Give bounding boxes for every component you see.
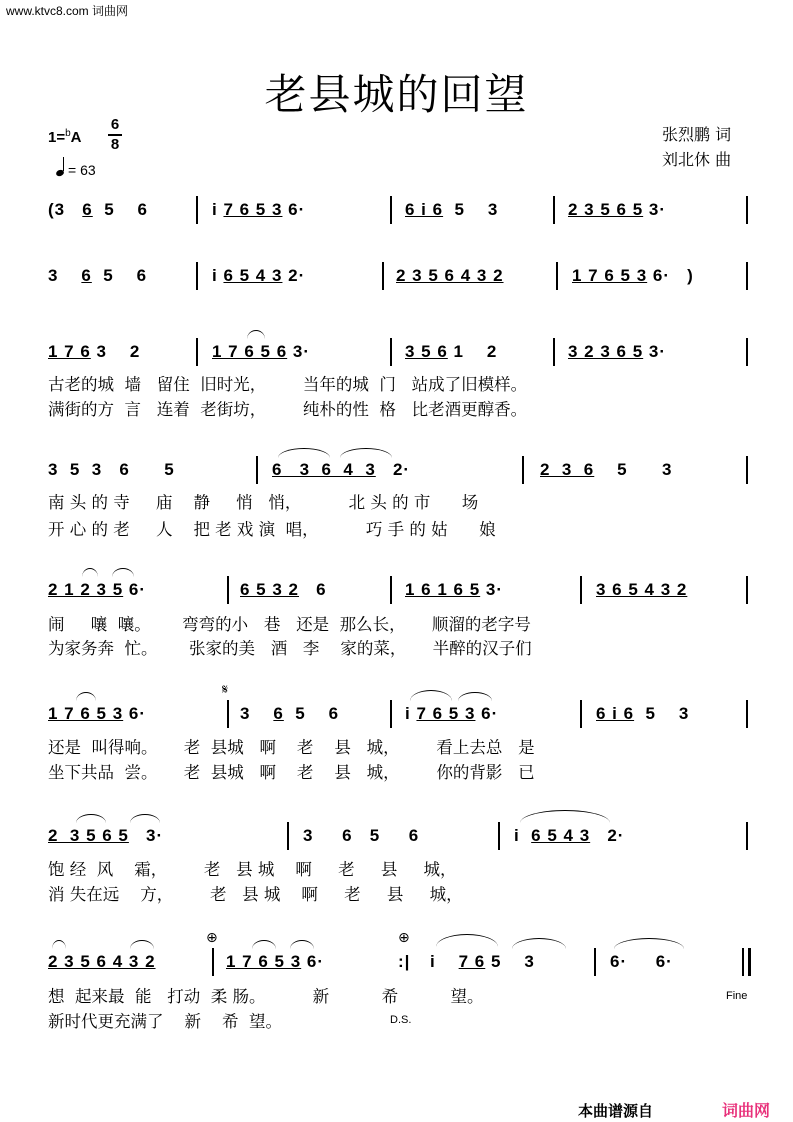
lyricist-credit: 张烈鹏 词 bbox=[662, 125, 732, 144]
notation-row-4c: 2 3 6 5 3 bbox=[540, 460, 673, 479]
notation-row-4: 3 5 3 6 5 bbox=[48, 460, 175, 479]
notation-row-5b: 6 5 3 2 6 bbox=[240, 580, 327, 599]
time-signature bbox=[108, 117, 122, 153]
notation-row-4b: 6 3 6 4 3 2· bbox=[272, 460, 411, 479]
lyric-row-5-verse-1: 闹 嚷 嚷。 弯弯的小 巷 还是 那么长， 顺溜的老字号 bbox=[48, 615, 531, 634]
ds-mark: D.S. bbox=[390, 1014, 412, 1026]
lyric-row-6-verse-2: 坐下共品 尝。 老 县城 啊 老 县 城， 你的背影 已 bbox=[48, 763, 535, 782]
notation-row-8c: i 7 6 5 3 bbox=[430, 952, 535, 971]
notation-row-3d: 3 2 3 6 5 3· bbox=[568, 342, 667, 361]
notation-row-5d: 3 6 5 4 3 2 bbox=[596, 580, 688, 599]
lyric-row-4-verse-1: 南 头 的 寺 庙 静 悄 悄， 北 头 的 市 场 bbox=[48, 493, 479, 512]
watermark: www.ktvc8.com 词曲网 bbox=[6, 4, 129, 18]
notation-row-7: 2 3 5 6 5 3· bbox=[48, 826, 164, 845]
notation-row-5c: 1 6 1 6 5 3· bbox=[405, 580, 504, 599]
notation-row-3: 1 7 6 3 2 bbox=[48, 342, 141, 361]
lyric-row-7-verse-1: 饱 经 风 霜， 老 县 城 啊 老 县 城， bbox=[48, 860, 457, 879]
notation-row-7b: 3 6 5 6 bbox=[303, 826, 420, 845]
notation-row-8b: 1 7 6 5 3 6· bbox=[226, 952, 325, 971]
notation-row-2: 3 6 5 6 bbox=[48, 266, 148, 285]
fine-mark: Fine bbox=[726, 990, 748, 1002]
lyric-row-6-verse-1: 还是 叫得响。 老 县城 啊 老 县 城， 看上去总 是 bbox=[48, 738, 535, 757]
repeat-sign: :| bbox=[398, 952, 411, 971]
time-top: 6 bbox=[110, 116, 120, 133]
notation-row-2b: i 6 5 4 3 2· bbox=[212, 266, 306, 285]
notation-row-1: (3 6 5 6 bbox=[48, 200, 149, 219]
composer-credit: 刘北休 曲 bbox=[662, 150, 732, 169]
notation-row-5: 2 1 2 3 5 6· bbox=[48, 580, 147, 599]
key-note: A bbox=[70, 129, 82, 146]
notation-row-7c: i 6 5 4 3 2· bbox=[514, 826, 625, 845]
notation-row-1d: 2 3 5 6 5 3· bbox=[568, 200, 667, 219]
lyric-row-4-verse-2: 开 心 的 老 人 把 老 戏 演 唱， 巧 手 的 姑 娘 bbox=[48, 520, 496, 539]
lyric-row-8-verse-1: 想 起来最 能 打动 柔 肠。 新 希 望。 bbox=[48, 987, 484, 1006]
time-bottom: 8 bbox=[110, 135, 120, 153]
lyric-row-8-verse-2: 新时代更充满了 新 希 望。 bbox=[48, 1012, 282, 1031]
lyric-row-7-verse-2: 消 失在远 方， 老 县 城 啊 老 县 城， bbox=[48, 885, 463, 904]
key-prefix: 1= bbox=[48, 129, 66, 146]
notation-row-3b: 1 7 6 5 6 3· bbox=[212, 342, 311, 361]
notation-row-6b: 3 6 5 6 bbox=[240, 704, 340, 723]
flat-sign: b bbox=[65, 128, 71, 139]
song-title: 老县城的回望 bbox=[264, 70, 529, 119]
notation-row-6c: i 7 6 5 3 6· bbox=[405, 704, 499, 723]
notation-row-6d: 6 i 6 5 3 bbox=[596, 704, 690, 723]
tempo-mark bbox=[56, 162, 96, 178]
notation-row-6: 1 7 6 5 3 6· bbox=[48, 704, 147, 723]
coda-icon-2: ⊕ bbox=[398, 930, 410, 946]
notation-row-1b: i 7 6 5 3 6· bbox=[212, 200, 306, 219]
notation-row-3c: 3 5 6 1 2 bbox=[405, 342, 498, 361]
notation-row-2d: 1 7 6 5 3 6· ) bbox=[572, 266, 694, 285]
notation-row-8: 2 3 5 6 4 3 2 bbox=[48, 952, 156, 971]
segno-icon: 𝄋 bbox=[222, 682, 229, 698]
notation-row-1c: 6 i 6 5 3 bbox=[405, 200, 499, 219]
lyric-row-3-verse-1: 古老的城 墙 留住 旧时光， 当年的城 门 站成了旧模样。 bbox=[48, 375, 528, 394]
notation-row-8d: 6· 6· bbox=[610, 952, 673, 971]
coda-icon: ⊕ bbox=[206, 930, 218, 946]
lyric-row-5-verse-2: 为家务奔 忙。 张家的美 酒 李 家的菜， 半醉的汉子们 bbox=[48, 639, 532, 658]
tempo-value: = 63 bbox=[68, 162, 96, 178]
source-label: 本曲谱源自 bbox=[578, 1102, 654, 1120]
notation-row-2c: 2 3 5 6 4 3 2 bbox=[396, 266, 504, 285]
site-logo[interactable]: 词曲网 bbox=[722, 1101, 771, 1120]
lyric-row-3-verse-2: 满街的方 言 连着 老街坊， 纯朴的性 格 比老酒更醇香。 bbox=[48, 400, 528, 419]
key-signature bbox=[48, 128, 82, 146]
